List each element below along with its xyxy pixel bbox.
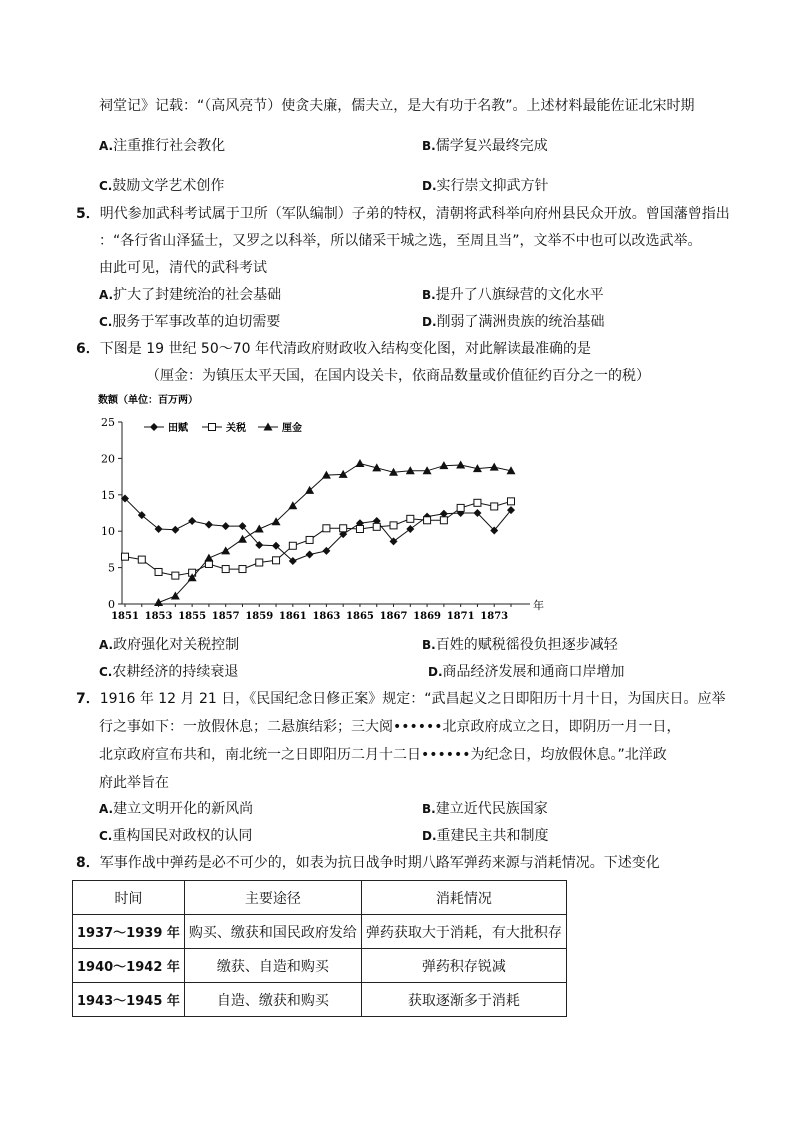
x-tick-label: 1867: [379, 611, 408, 622]
q5-text-1: 明代参加武科考试属于卫所（军队编制）子弟的特权，清朝将武科举向府州县民众开放。曾国藩曾指出: [99, 206, 730, 222]
option-text: 扩大了封建统治的社会基础: [113, 287, 282, 303]
option-key: B.: [422, 288, 436, 302]
header-channel: 主要途径: [184, 881, 361, 915]
x-tick-label: 1859: [245, 611, 274, 622]
option-text: 建立文明开化的新风尚: [113, 801, 254, 817]
data-point: [490, 463, 499, 471]
q7-stem-line-1: [76, 689, 726, 709]
data-point: [356, 526, 363, 533]
data-point: [323, 525, 330, 532]
data-point: [239, 566, 246, 573]
option-key: D.: [422, 179, 437, 193]
y-tick-label: 5: [108, 561, 115, 575]
data-point: [222, 522, 230, 530]
data-point: [256, 559, 263, 566]
cell-time: 1937～1939 年: [73, 915, 185, 949]
data-point: [155, 568, 162, 575]
data-point: [457, 504, 464, 511]
x-axis-label: 年: [533, 599, 544, 612]
y-tick-label: 25: [101, 416, 115, 429]
series-line: [159, 464, 511, 603]
x-tick-label: 1851: [111, 611, 139, 622]
legend-label: 田赋: [168, 423, 188, 434]
series-diamond: [121, 494, 515, 565]
option-text: 服务于军事改革的迫切需要: [112, 314, 281, 330]
data-point: [390, 522, 397, 529]
q5-stem-line-2: ：“各行省山泽猛士，又罗之以科举，所以储采干城之选，至周且当”，文举不中也可以改选武举。: [99, 233, 702, 249]
data-point: [406, 466, 415, 474]
data-point: [289, 542, 296, 549]
q7-text-1: 1916 年 12 月 21 日，《民国纪念日修正案》规定：“武昌起义之日即阳历十月十日，为国庆日。应举: [99, 691, 726, 707]
q5-number: 5．: [76, 206, 100, 222]
data-point: [209, 424, 216, 431]
data-point: [491, 503, 498, 510]
q8-stem-line: [76, 853, 660, 873]
x-tick-label: 1857: [211, 611, 240, 622]
q7-option-a[interactable]: [99, 799, 253, 819]
data-point: [188, 517, 196, 525]
option-key: A.: [99, 139, 114, 153]
option-text: 重构国民对政权的认同: [112, 828, 253, 844]
option-key: C.: [99, 665, 113, 679]
q7-number: 7．: [76, 691, 100, 707]
option-text: 提升了八旗绿营的文化水平: [435, 287, 604, 303]
x-tick-label: 1873: [480, 611, 509, 622]
data-point: [456, 460, 465, 468]
option-key: A.: [99, 288, 114, 302]
option-text: 鼓励文学艺术创作: [112, 178, 225, 194]
data-point: [306, 550, 314, 558]
chart-legend: [144, 421, 302, 434]
data-point: [508, 498, 515, 505]
q5-stem-line-1: [76, 204, 730, 224]
data-point: [222, 566, 229, 573]
option-text: 农耕经济的持续衰退: [112, 664, 239, 680]
option-text: 商品经济发展和通商口岸增加: [442, 664, 625, 680]
q5-stem-line-3: 由此可见，清代的武科考试: [99, 260, 267, 276]
option-key: A.: [99, 638, 114, 652]
q7-option-c[interactable]: [99, 826, 252, 846]
y-axis-label: 数额（单位：百万两）: [98, 395, 198, 406]
data-point: [238, 535, 247, 543]
q6-option-b[interactable]: [422, 635, 618, 655]
option-key: B.: [422, 638, 436, 652]
ammunition-table: [72, 880, 567, 1017]
q6-text: 下图是 19 世纪 50～70 年代清政府财政收入结构变化图，对此解读最准确的是: [99, 341, 591, 357]
q6-option-c[interactable]: [99, 662, 238, 682]
option-key: C.: [99, 315, 113, 329]
data-point: [474, 499, 481, 506]
cell-channel: 购买、缴获和国民政府发给: [184, 915, 361, 949]
q6-note: （厘金：为镇压太平天国，在国内设关卡，依商品数量或价值征约百分之一的税）: [146, 368, 650, 384]
series-square: [122, 498, 515, 579]
data-point: [172, 572, 179, 579]
data-point: [221, 546, 230, 554]
option-text: 百姓的赋税徭役负担逐步减轻: [435, 637, 618, 653]
data-point: [407, 515, 414, 522]
data-point: [355, 459, 364, 467]
legend-label: 关税: [226, 423, 246, 434]
option-key: D.: [428, 665, 443, 679]
x-tick-label: 1869: [413, 611, 442, 622]
series-triangle: [154, 459, 515, 606]
option-key: C.: [99, 179, 113, 193]
chart-axes: [101, 416, 530, 622]
data-point: [340, 525, 347, 532]
header-time: 时间: [73, 881, 185, 915]
option-key: A.: [99, 802, 114, 816]
q7-stem-line-3: 北京政府宣布共和，南北统一之日即阳历二月十二日••••••为纪念日，均放假休息。”北洋政: [99, 747, 667, 763]
q7-option-d[interactable]: [422, 826, 549, 846]
data-point: [150, 423, 158, 431]
q6-option-d[interactable]: [428, 662, 625, 682]
data-point: [255, 525, 264, 533]
data-point: [424, 517, 431, 524]
y-tick-label: 0: [108, 598, 115, 611]
revenue-line-chart: [92, 392, 564, 622]
q8-number: 8．: [76, 855, 100, 871]
option-text: 政府强化对关税控制: [113, 637, 240, 653]
option-key: D.: [422, 315, 437, 329]
x-tick-label: 1855: [178, 611, 207, 622]
data-point: [306, 536, 313, 543]
data-point: [273, 557, 280, 564]
data-point: [440, 517, 447, 524]
header-consumption: 消耗情况: [361, 881, 566, 915]
q4-option-a[interactable]: [99, 136, 225, 156]
option-text: 重建民主共和制度: [436, 828, 549, 844]
table-row: [73, 915, 567, 949]
data-point: [205, 521, 213, 529]
y-tick-label: 10: [101, 525, 115, 539]
x-tick-label: 1865: [346, 611, 374, 622]
q5-option-b[interactable]: [422, 285, 604, 305]
q4-option-d[interactable]: [422, 176, 549, 196]
table-row: [73, 949, 567, 983]
q7-option-b[interactable]: [422, 799, 548, 819]
option-key: B.: [422, 802, 436, 816]
table-row: [73, 983, 567, 1017]
q4-option-c[interactable]: [99, 176, 224, 196]
x-tick-label: 1853: [144, 611, 173, 622]
series-line: [125, 498, 511, 561]
y-tick-label: 20: [101, 452, 115, 466]
data-point: [406, 525, 414, 533]
cell-channel: 自造、缴获和购买: [184, 983, 361, 1017]
q7-stem-line-4: 府此举旨在: [99, 775, 169, 791]
option-text: 注重推行社会教化: [113, 138, 226, 154]
data-point: [138, 556, 145, 563]
legend-label: 厘金: [282, 423, 302, 434]
x-tick-label: 1861: [278, 611, 307, 622]
cell-consumption: 弹药获取大于消耗，有大批积存: [361, 915, 566, 949]
q6-option-a[interactable]: [99, 635, 239, 655]
option-key: D.: [422, 829, 437, 843]
option-key: C.: [99, 829, 113, 843]
q5-option-a[interactable]: [99, 285, 281, 305]
q6-stem-line: [76, 339, 591, 359]
table-header-row: [73, 881, 567, 915]
data-point: [373, 523, 380, 530]
data-point: [204, 554, 213, 562]
q8-text: 军事作战中弹药是必不可少的，如表为抗日战争时期八路军弹药来源与消耗情况。下述变化: [99, 855, 660, 871]
q7-stem-line-2: 行之事如下：一放假休息；二悬旗结彩；三大阅••••••北京政府成立之日，即阴历一月一日，: [99, 719, 681, 735]
q4-stem-line: 祠堂记》记载：“（高风亮节）使贪夫廉，儒夫立，是大有功于名教”。上述材料最能佐证北宋时期: [99, 98, 695, 114]
q5-option-c[interactable]: [99, 312, 280, 332]
x-tick-label: 1871: [446, 611, 475, 622]
option-text: 削弱了满洲贵族的统治基础: [436, 314, 605, 330]
data-point: [154, 598, 163, 606]
option-text: 实行崇文抑武方针: [436, 178, 549, 194]
q6-number: 6．: [76, 341, 100, 357]
cell-channel: 缴获、自造和购买: [184, 949, 361, 983]
data-point: [122, 553, 129, 560]
data-point: [339, 470, 348, 478]
q5-option-d[interactable]: [422, 312, 605, 332]
q4-option-b[interactable]: [422, 136, 548, 156]
chart-series: [121, 459, 516, 606]
option-key: B.: [422, 139, 436, 153]
option-text: 建立近代民族国家: [435, 801, 548, 817]
cell-consumption: 获取逐渐多于消耗: [361, 983, 566, 1017]
cell-time: 1940～1942 年: [73, 949, 185, 983]
y-tick-label: 15: [101, 488, 115, 502]
cell-time: 1943～1945 年: [73, 983, 185, 1017]
data-point: [171, 526, 179, 534]
cell-consumption: 弹药积存锐减: [361, 949, 566, 983]
option-text: 儒学复兴最终完成: [435, 138, 548, 154]
x-tick-label: 1863: [312, 611, 341, 622]
series-line: [125, 501, 511, 575]
